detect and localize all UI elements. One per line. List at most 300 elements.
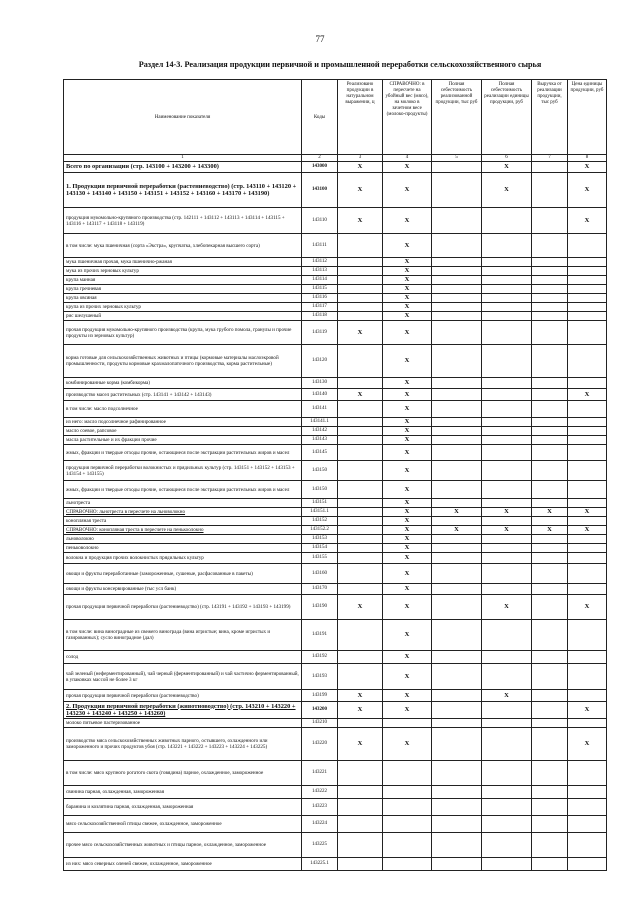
unit-cost-cell — [482, 276, 532, 285]
unit-price-cell — [568, 816, 607, 833]
code-cell: 143152 — [302, 517, 338, 526]
total-cost-cell — [432, 285, 482, 294]
reference-cell: X — [383, 345, 432, 378]
quantity-cell: X — [338, 595, 383, 620]
table-row — [64, 728, 607, 761]
total-cost-cell: X — [432, 526, 482, 535]
code-cell: 143141 — [302, 401, 338, 418]
report-table — [63, 79, 607, 871]
unit-cost-cell — [482, 481, 532, 499]
unit-price-cell: X — [568, 208, 607, 234]
unit-price-cell — [568, 553, 607, 564]
unit-cost-cell — [482, 553, 532, 564]
unit-cost-cell — [482, 208, 532, 234]
unit-price-cell: X — [568, 508, 607, 517]
reference-cell: X — [383, 664, 432, 690]
unit-price-cell: X — [568, 162, 607, 173]
revenue-cell — [532, 389, 568, 401]
unit-cost-cell — [482, 345, 532, 378]
table-row — [64, 234, 607, 258]
revenue-cell: X — [532, 508, 568, 517]
indicator-name-cell: производство мяса сельскохозяйственных животных парного, остывшего, охлажденного или замороженного и прочих продуктов убоя (стр. 143221 + 143222 + 143223 + 143224 + 143225) — [64, 728, 302, 761]
column-number: 4 — [383, 155, 432, 162]
revenue-cell — [532, 378, 568, 389]
table-row — [64, 208, 607, 234]
quantity-cell — [338, 799, 383, 816]
unit-cost-cell: X — [482, 508, 532, 517]
unit-price-cell: X — [568, 702, 607, 719]
total-cost-cell — [432, 445, 482, 461]
reference-cell: X — [383, 276, 432, 285]
total-cost-cell — [432, 401, 482, 418]
unit-cost-cell — [482, 544, 532, 553]
unit-price-cell — [568, 445, 607, 461]
header-cell-revenue: Выручка от реализации продукции, тыс руб — [532, 80, 568, 155]
unit-cost-cell — [482, 719, 532, 728]
revenue-cell — [532, 461, 568, 481]
code-cell: 143142 — [302, 427, 338, 436]
unit-cost-cell — [482, 303, 532, 312]
quantity-cell — [338, 664, 383, 690]
table-row — [64, 312, 607, 321]
indicator-name-cell: мясо сельскохозяйственной птицы свежее, охлажденное, замороженное — [64, 816, 302, 833]
column-number-row — [64, 155, 607, 162]
code-cell: 143118 — [302, 312, 338, 321]
total-cost-cell — [432, 690, 482, 702]
indicator-name-cell: волокна и продукция прочих волокнистых прядильных культур — [64, 553, 302, 564]
reference-cell: X — [383, 526, 432, 535]
revenue-cell — [532, 445, 568, 461]
unit-price-cell — [568, 651, 607, 664]
code-cell: 143116 — [302, 294, 338, 303]
unit-cost-cell: X — [482, 173, 532, 208]
total-cost-cell — [432, 461, 482, 481]
header-cell-reference: СПРАВОЧНО: в пересчете на убойный вес (мясо), на молоко в зачетном весе (молоко-продукты) — [383, 80, 432, 155]
unit-cost-cell — [482, 285, 532, 294]
unit-price-cell — [568, 321, 607, 345]
total-cost-cell — [432, 728, 482, 761]
header-cell-name: Наименование показателя — [64, 80, 302, 155]
total-cost-cell — [432, 436, 482, 445]
unit-cost-cell — [482, 664, 532, 690]
table-row — [64, 833, 607, 858]
table-row — [64, 345, 607, 378]
unit-price-cell: X — [568, 728, 607, 761]
reference-cell — [383, 816, 432, 833]
indicator-name-cell: из них: мясо северных оленей свежее, охлажденное, замороженное — [64, 858, 302, 871]
revenue-cell — [532, 858, 568, 871]
table-row — [64, 690, 607, 702]
quantity-cell — [338, 481, 383, 499]
revenue-cell — [532, 664, 568, 690]
indicator-name-cell: прочая продукция первичной переработки (растениеводство) — [64, 690, 302, 702]
quantity-cell: X — [338, 702, 383, 719]
total-cost-cell — [432, 345, 482, 378]
unit-cost-cell — [482, 858, 532, 871]
code-cell: 143130 — [302, 378, 338, 389]
quantity-cell — [338, 401, 383, 418]
indicator-name-cell: 1. Продукция первичной переработки (растениеводство) (стр. 143110 + 143120 + 143130 + 143140 + 143150 + 143151 + 143152 + 143160 + 143170 + 143190) — [64, 173, 302, 208]
table-row — [64, 321, 607, 345]
reference-cell: X — [383, 321, 432, 345]
quantity-cell — [338, 378, 383, 389]
code-cell: 143143 — [302, 436, 338, 445]
unit-price-cell — [568, 378, 607, 389]
indicator-name-cell: льнотреста — [64, 499, 302, 508]
code-cell: 143000 — [302, 162, 338, 173]
revenue-cell — [532, 303, 568, 312]
unit-price-cell — [568, 427, 607, 436]
code-cell: 143222 — [302, 786, 338, 799]
reference-cell: X — [383, 445, 432, 461]
indicator-name-cell: солод — [64, 651, 302, 664]
reference-cell: X — [383, 401, 432, 418]
unit-price-cell — [568, 799, 607, 816]
code-cell: 143120 — [302, 345, 338, 378]
total-cost-cell — [432, 761, 482, 786]
code-cell: 143160 — [302, 564, 338, 584]
quantity-cell: X — [338, 321, 383, 345]
total-cost-cell — [432, 719, 482, 728]
quantity-cell: X — [338, 162, 383, 173]
unit-price-cell — [568, 312, 607, 321]
total-cost-cell — [432, 258, 482, 267]
unit-cost-cell — [482, 427, 532, 436]
revenue-cell — [532, 595, 568, 620]
unit-cost-cell — [482, 833, 532, 858]
revenue-cell — [532, 321, 568, 345]
total-cost-cell — [432, 816, 482, 833]
code-cell: 143190 — [302, 595, 338, 620]
total-cost-cell — [432, 702, 482, 719]
unit-cost-cell — [482, 499, 532, 508]
indicator-name-cell: прочая продукция первичной переработки (растениеводство) (стр. 143191 + 143192 + 143193 + 143199) — [64, 595, 302, 620]
unit-cost-cell — [482, 267, 532, 276]
unit-price-cell — [568, 276, 607, 285]
total-cost-cell — [432, 584, 482, 595]
table-row — [64, 595, 607, 620]
code-cell: 143150 — [302, 461, 338, 481]
column-number: 1 — [64, 155, 302, 162]
unit-price-cell — [568, 436, 607, 445]
reference-cell: X — [383, 208, 432, 234]
column-number: 2 — [302, 155, 338, 162]
indicator-name-cell: баранина и козлятина парная, охлажденная, замороженная — [64, 799, 302, 816]
reference-cell: X — [383, 162, 432, 173]
quantity-cell — [338, 461, 383, 481]
reference-cell: X — [383, 378, 432, 389]
revenue-cell — [532, 719, 568, 728]
total-cost-cell — [432, 418, 482, 427]
indicator-name-cell: крупа из прочих зерновых культур — [64, 303, 302, 312]
unit-price-cell — [568, 719, 607, 728]
quantity-cell — [338, 258, 383, 267]
table-row — [64, 761, 607, 786]
code-cell: 143117 — [302, 303, 338, 312]
quantity-cell — [338, 786, 383, 799]
indicator-name-cell: жмых, фракции и твердые отходы прочие, остающиеся после экстракции растительных жиров и масел — [64, 481, 302, 499]
reference-cell: X — [383, 285, 432, 294]
quantity-cell — [338, 553, 383, 564]
unit-price-cell — [568, 535, 607, 544]
unit-cost-cell: X — [482, 162, 532, 173]
unit-price-cell — [568, 418, 607, 427]
indicator-name-cell: конопляная треста — [64, 517, 302, 526]
indicator-name-cell: свинина парная, охлажденная, замороженная — [64, 786, 302, 799]
header-row — [64, 80, 607, 155]
reference-cell: X — [383, 702, 432, 719]
total-cost-cell — [432, 499, 482, 508]
unit-cost-cell: X — [482, 526, 532, 535]
revenue-cell — [532, 267, 568, 276]
unit-price-cell — [568, 345, 607, 378]
code-cell: 143192 — [302, 651, 338, 664]
revenue-cell — [532, 162, 568, 173]
table-row — [64, 267, 607, 276]
quantity-cell — [338, 526, 383, 535]
unit-cost-cell — [482, 445, 532, 461]
reference-cell: X — [383, 508, 432, 517]
unit-price-cell: X — [568, 595, 607, 620]
table-row — [64, 651, 607, 664]
code-cell: 143141.1 — [302, 418, 338, 427]
total-cost-cell: X — [432, 508, 482, 517]
indicator-name-cell: в том числе: масло подсолнечное — [64, 401, 302, 418]
quantity-cell — [338, 345, 383, 378]
reference-cell — [383, 719, 432, 728]
total-cost-cell — [432, 786, 482, 799]
section-title: Раздел 14-3. Реализация продукции первичной и промышленной переработки сельскохозяйственного сырья — [138, 60, 542, 69]
revenue-cell — [532, 535, 568, 544]
code-cell: 143221 — [302, 761, 338, 786]
total-cost-cell — [432, 389, 482, 401]
total-cost-cell — [432, 378, 482, 389]
unit-price-cell — [568, 761, 607, 786]
code-cell: 143112 — [302, 258, 338, 267]
revenue-cell — [532, 208, 568, 234]
unit-cost-cell — [482, 436, 532, 445]
code-cell: 143193 — [302, 664, 338, 690]
indicator-name-cell: масло соевое, рапсовое — [64, 427, 302, 436]
reference-cell: X — [383, 564, 432, 584]
total-cost-cell — [432, 321, 482, 345]
table-row — [64, 389, 607, 401]
unit-price-cell — [568, 664, 607, 690]
quantity-cell — [338, 620, 383, 651]
unit-price-cell — [568, 858, 607, 871]
table-row — [64, 786, 607, 799]
indicator-name-cell: СПРАВОЧНО: льнотреста в пересчете на льноволокно — [64, 508, 302, 517]
quantity-cell — [338, 427, 383, 436]
unit-price-cell: X — [568, 526, 607, 535]
reference-cell: X — [383, 267, 432, 276]
indicator-name-cell: СПРАВОЧНО: конопляная треста в пересчете на пенькоолокно — [64, 526, 302, 535]
revenue-cell — [532, 481, 568, 499]
reference-cell: X — [383, 258, 432, 267]
indicator-name-cell: жмых, фракции и твердые отходы прочие, остающиеся после экстракции растительных жиров и масел — [64, 445, 302, 461]
unit-cost-cell — [482, 418, 532, 427]
unit-price-cell — [568, 294, 607, 303]
unit-price-cell — [568, 690, 607, 702]
unit-price-cell — [568, 401, 607, 418]
unit-cost-cell — [482, 321, 532, 345]
indicator-name-cell: мука из прочих зерновых культур — [64, 267, 302, 276]
revenue-cell — [532, 276, 568, 285]
revenue-cell — [532, 234, 568, 258]
revenue-cell — [532, 564, 568, 584]
code-cell: 143170 — [302, 584, 338, 595]
unit-cost-cell — [482, 620, 532, 651]
revenue-cell — [532, 799, 568, 816]
total-cost-cell — [432, 664, 482, 690]
unit-cost-cell — [482, 702, 532, 719]
code-cell: 143155 — [302, 553, 338, 564]
quantity-cell — [338, 312, 383, 321]
revenue-cell — [532, 728, 568, 761]
revenue-cell — [532, 285, 568, 294]
indicator-name-cell: масла растительные и их фракции прочие — [64, 436, 302, 445]
indicator-name-cell: прочее мясо сельскохозяйственных животных и птицы парное, охлажденное, замороженное — [64, 833, 302, 858]
indicator-name-cell: льноволокно — [64, 535, 302, 544]
code-cell: 143191 — [302, 620, 338, 651]
revenue-cell — [532, 584, 568, 595]
reference-cell: X — [383, 535, 432, 544]
code-cell: 143223 — [302, 799, 338, 816]
revenue-cell — [532, 436, 568, 445]
total-cost-cell — [432, 651, 482, 664]
table-row — [64, 508, 607, 517]
indicator-name-cell: производство масел растительных (стр. 143141 + 143142 + 143143) — [64, 389, 302, 401]
revenue-cell — [532, 833, 568, 858]
quantity-cell — [338, 517, 383, 526]
header-cell-quantity: Реализовано продукции в натуральном выражении, ц — [338, 80, 383, 155]
reference-cell: X — [383, 461, 432, 481]
reference-cell: X — [383, 553, 432, 564]
indicator-name-cell: в том числе: мясо крупного рогатого скота (говядина) парное, охлажденное, замороженное — [64, 761, 302, 786]
reference-cell: X — [383, 173, 432, 208]
reference-cell: X — [383, 481, 432, 499]
revenue-cell — [532, 544, 568, 553]
unit-price-cell — [568, 499, 607, 508]
unit-price-cell — [568, 833, 607, 858]
revenue-cell — [532, 553, 568, 564]
total-cost-cell — [432, 312, 482, 321]
table-row — [64, 276, 607, 285]
code-cell: 143111 — [302, 234, 338, 258]
revenue-cell — [532, 401, 568, 418]
reference-cell: X — [383, 234, 432, 258]
table-row — [64, 584, 607, 595]
code-cell: 143153 — [302, 535, 338, 544]
revenue-cell — [532, 258, 568, 267]
revenue-cell — [532, 620, 568, 651]
table-row — [64, 499, 607, 508]
header-cell-unit-price: Цена единицы продукции, руб — [568, 80, 607, 155]
quantity-cell — [338, 508, 383, 517]
indicator-name-cell: рис шелушеный — [64, 312, 302, 321]
revenue-cell — [532, 312, 568, 321]
page-number: 77 — [315, 34, 325, 44]
code-cell: 143119 — [302, 321, 338, 345]
total-cost-cell — [432, 517, 482, 526]
indicator-name-cell: крупа гречневая — [64, 285, 302, 294]
unit-cost-cell — [482, 461, 532, 481]
indicator-name-cell: в том числе: вина виноградные из свежего винограда (вина игристые; вина, кроме игристых и газированных); сусло виноградное (дал) — [64, 620, 302, 651]
unit-cost-cell — [482, 761, 532, 786]
unit-price-cell — [568, 258, 607, 267]
table-row — [64, 303, 607, 312]
column-number: 6 — [482, 155, 532, 162]
indicator-name-cell: крупа овсяная — [64, 294, 302, 303]
table-row — [64, 173, 607, 208]
revenue-cell — [532, 418, 568, 427]
code-cell: 143113 — [302, 267, 338, 276]
table-row — [64, 702, 607, 719]
quantity-cell — [338, 544, 383, 553]
total-cost-cell — [432, 234, 482, 258]
unit-cost-cell — [482, 258, 532, 267]
total-cost-cell — [432, 595, 482, 620]
quantity-cell: X — [338, 208, 383, 234]
unit-price-cell — [568, 544, 607, 553]
quantity-cell — [338, 285, 383, 294]
quantity-cell — [338, 276, 383, 285]
reference-cell: X — [383, 690, 432, 702]
unit-price-cell — [568, 564, 607, 584]
revenue-cell — [532, 786, 568, 799]
unit-price-cell — [568, 267, 607, 276]
unit-price-cell — [568, 584, 607, 595]
revenue-cell — [532, 761, 568, 786]
unit-price-cell — [568, 461, 607, 481]
indicator-name-cell: продукция первичной переработки волокнистых и прядильных культур (стр. 143151 + 143152 + 143153 + 143154 + 143155) — [64, 461, 302, 481]
unit-cost-cell — [482, 816, 532, 833]
unit-cost-cell — [482, 584, 532, 595]
header-cell-total-cost: Полная себестоимость реализованной продукции, тыс руб — [432, 80, 482, 155]
header-cell-unit-cost: Полная себестоимость реализации единицы продукции, руб — [482, 80, 532, 155]
reference-cell: X — [383, 418, 432, 427]
quantity-cell — [338, 499, 383, 508]
total-cost-cell — [432, 162, 482, 173]
quantity-cell: X — [338, 173, 383, 208]
table-row — [64, 620, 607, 651]
reference-cell: X — [383, 303, 432, 312]
code-cell: 143114 — [302, 276, 338, 285]
reference-cell — [383, 833, 432, 858]
unit-cost-cell — [482, 378, 532, 389]
reference-cell: X — [383, 595, 432, 620]
unit-cost-cell — [482, 786, 532, 799]
quantity-cell — [338, 267, 383, 276]
table-row — [64, 816, 607, 833]
unit-cost-cell — [482, 294, 532, 303]
total-cost-cell — [432, 553, 482, 564]
reference-cell — [383, 799, 432, 816]
quantity-cell — [338, 535, 383, 544]
total-cost-cell — [432, 544, 482, 553]
unit-price-cell — [568, 517, 607, 526]
unit-price-cell — [568, 234, 607, 258]
reference-cell: X — [383, 436, 432, 445]
indicator-name-cell: пеньковолокно — [64, 544, 302, 553]
column-number: 8 — [568, 155, 607, 162]
revenue-cell — [532, 690, 568, 702]
reference-cell: X — [383, 517, 432, 526]
indicator-name-cell: 2. Продукция первичной переработки (животноводство) (стр. 143210 + 143220 + 143230 + 143240 + 143250 + 143260) — [64, 702, 302, 719]
unit-price-cell: X — [568, 173, 607, 208]
code-cell: 143115 — [302, 285, 338, 294]
indicator-name-cell: овощи и фрукты переработанные (замороженные, сушеные, расфасованные в пакеты) — [64, 564, 302, 584]
